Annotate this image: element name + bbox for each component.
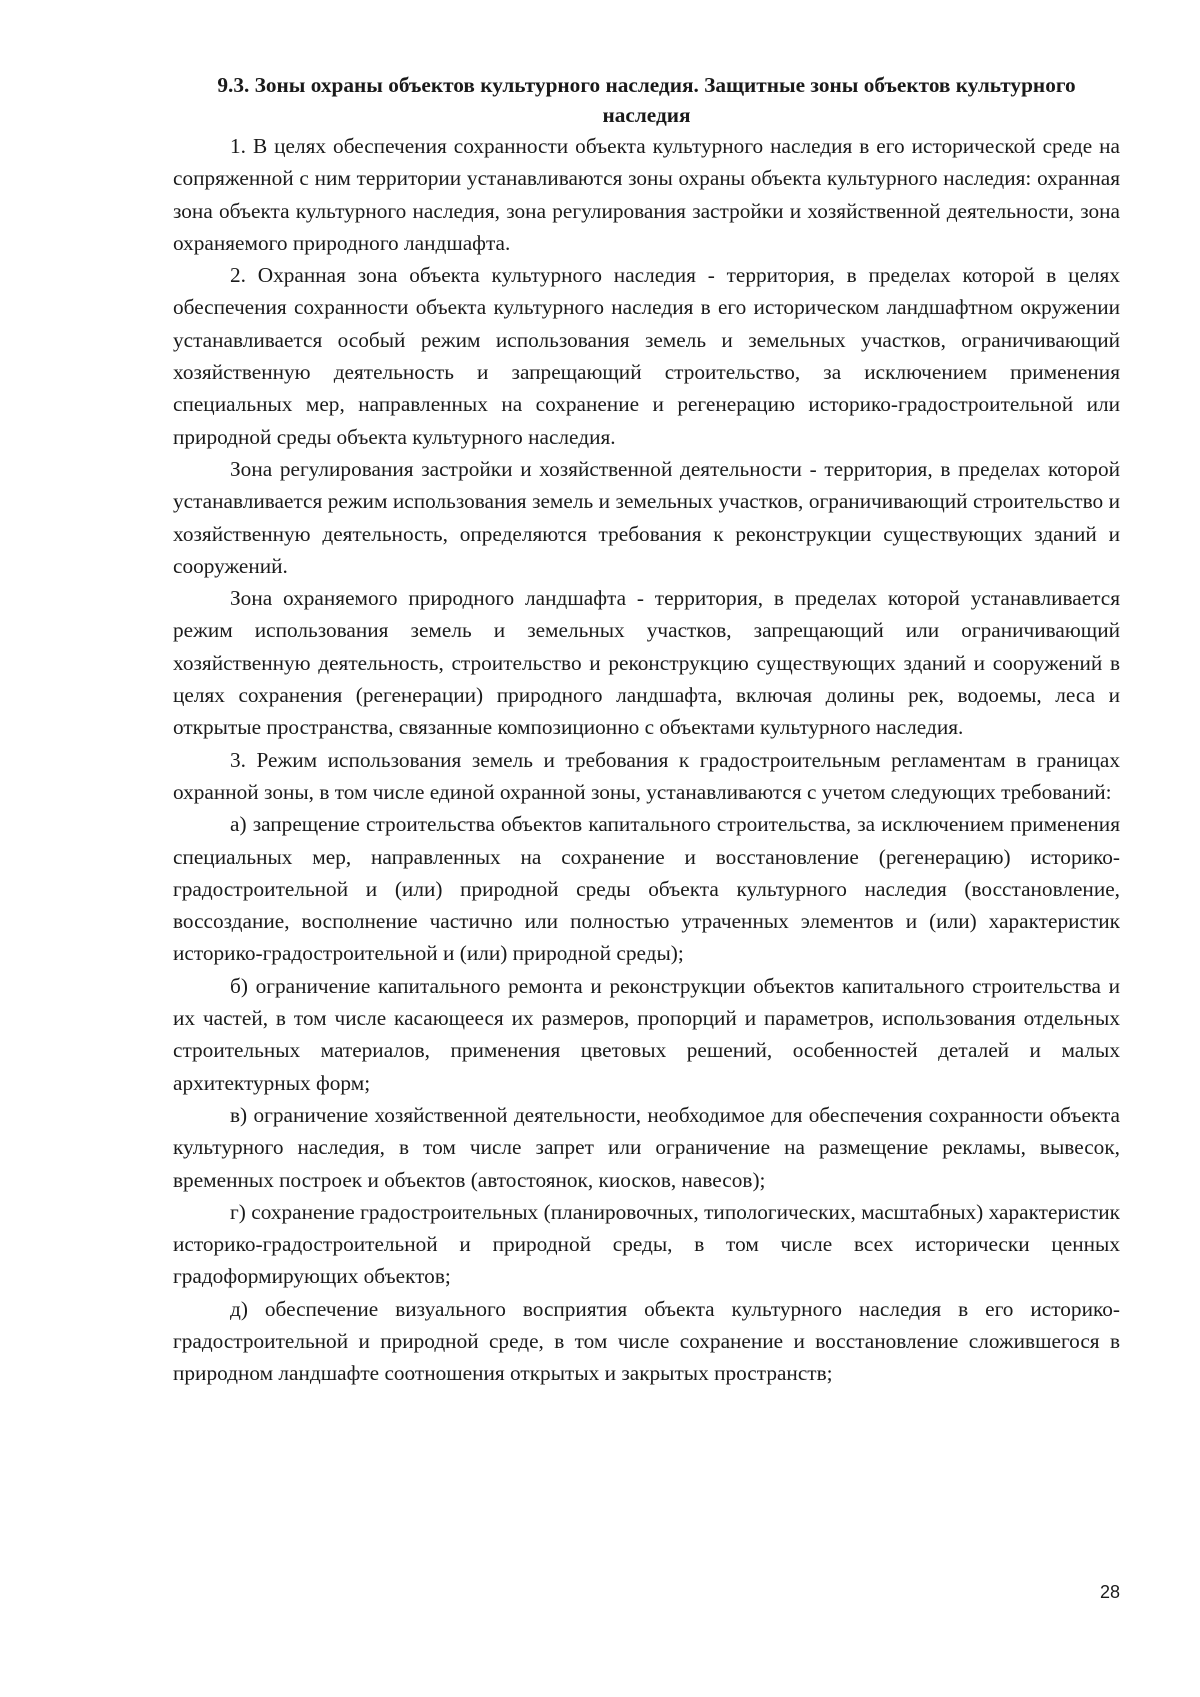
paragraph-3: Зона регулирования застройки и хозяйственной деятельности - территория, в пределах которой устанавливается режим использования земель и земельных участков, ограничивающий строительство и хозяйственную деятельность, определяются требования к реконструкции существующих зданий и сооружений.: [173, 456, 1120, 578]
list-item-a: а) запрещение строительства объектов капитального строительства, за исключением применения специальных мер, направленных на сохранение и восстановление (регенерацию) историко-градостроительной и (или) природной среды объекта культурного наследия (восстановление, воссоздание, восполнение частично или полностью утраченных элементов и (или) характеристик историко-градостроительной и (или) природной среды);: [173, 812, 1120, 966]
list-item-b: б) ограничение капитального ремонта и реконструкции объектов капитального строительства и их частей, в том числе касающееся их размеров, пропорций и параметров, использования отдельных строительных материалов, применения цветовых решений, особенностей деталей и малых архитектурных форм;: [173, 973, 1120, 1095]
document-body: [173, 70, 1120, 1390]
page-number: 28: [1099, 1582, 1120, 1602]
paragraph-5: 3. Режим использования земель и требования к градостроительным регламентам в границах охранной зоны, в том числе единой охранной зоны, устанавливаются с учетом следующих требований:: [173, 747, 1120, 804]
list-item-v: в) ограничение хозяйственной деятельности, необходимое для обеспечения сохранности объекта культурного наследия, в том числе запрет или ограничение на размещение рекламы, вывесок, временных построек и объектов (автостоянок, киосков, навесов);: [173, 1102, 1120, 1192]
paragraph-1: 1. В целях обеспечения сохранности объекта культурного наследия в его исторической среде на сопряженной с ним территории устанавливаются зоны охраны объекта культурного наследия: охранная зона объекта культурного наследия, зона регулирования застройки и хозяйственной деятельности, зона охраняемого природного ландшафта.: [173, 134, 1120, 255]
paragraph-2: 2. Охранная зона объекта культурного наследия - территория, в пределах которой в целях обеспечения сохранности объекта культурного наследия в его историческом ландшафтном окружении устанавливается особый режим использования земель и земельных участков, ограничивающий хозяйственную деятельность и запрещающий строительство, за исключением применения специальных мер, направленных на сохранение и регенерацию историко-градостроительной или природной среды объекта культурного наследия.: [173, 263, 1120, 449]
section-title: 9.3. Зоны охраны объектов культурного наследия. Защитные зоны объектов культурного наследия: [217, 73, 1076, 127]
list-item-g: г) сохранение градостроительных (планировочных, типологических, масштабных) характеристик историко-градостроительной и природной среды, в том числе всех исторически ценных градоформирующих объектов;: [173, 1199, 1120, 1289]
list-item-d: д) обеспечение визуального восприятия объекта культурного наследия в его историко-градостроительной и природной среде, в том числе сохранение и восстановление сложившегося в природном ландшафте соотношения открытых и закрытых пространств;: [173, 1296, 1120, 1386]
paragraph-4: Зона охраняемого природного ландшафта - территория, в пределах которой устанавливается режим использования земель и земельных участков, запрещающий или ограничивающий хозяйственную деятельность, строительство и реконструкцию существующих зданий и сооружений в целях сохранения (регенерации) природного ландшафта, включая долины рек, водоемы, леса и открытые пространства, связанные композиционно с объектами культурного наследия.: [173, 586, 1120, 740]
